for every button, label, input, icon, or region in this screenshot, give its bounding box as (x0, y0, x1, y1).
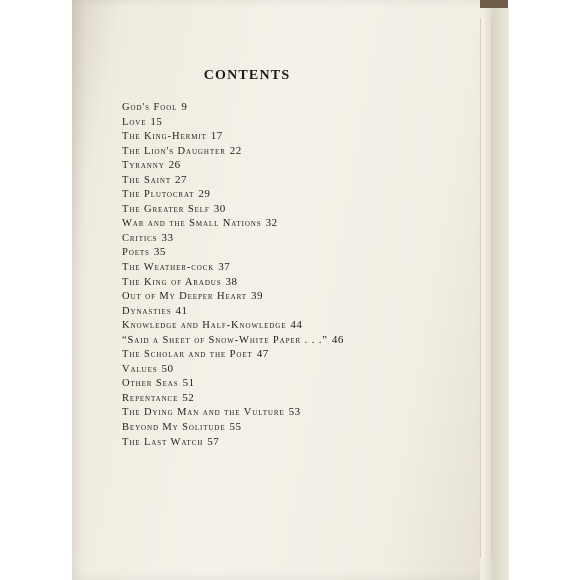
toc-entry-page: 30 (213, 202, 226, 215)
toc-entry-title: The Plutocrat (122, 189, 195, 201)
toc-entry-title: Out of My Deeper Heart (122, 291, 247, 303)
toc-entry (122, 202, 344, 217)
toc-entry (122, 144, 344, 159)
toc-entry (122, 391, 344, 406)
toc-entry-page: 32 (265, 217, 278, 230)
toc-entry-page: 33 (161, 231, 174, 244)
toc-entry (122, 362, 344, 377)
contents-heading: CONTENTS (203, 68, 291, 83)
toc-entry-title: Critics (122, 232, 158, 244)
toc-entry-page: 53 (288, 406, 301, 419)
toc-entry (122, 275, 344, 290)
toc-entry-title: Repentance (122, 392, 179, 404)
photo-border-right (508, 0, 580, 580)
toc-entry (122, 115, 344, 130)
toc-entry (122, 187, 344, 202)
toc-entry-title: Poets (122, 247, 150, 259)
toc-entry (122, 231, 344, 246)
toc-entry-page: 50 (161, 362, 174, 375)
toc-entry-page: 26 (168, 159, 181, 172)
toc-entry (122, 405, 344, 420)
toc-entry (122, 333, 344, 348)
toc-entry-page: 9 (181, 101, 188, 113)
toc-entry-page: 38 (225, 275, 238, 288)
toc-entry-title: The King-Hermit (122, 131, 207, 143)
toc-entry-title: Knowledge and Half-Knowledge (122, 320, 287, 332)
toc-entry-page: 17 (210, 130, 223, 143)
contents-list (122, 100, 344, 449)
photo-border-left (0, 0, 72, 580)
toc-entry (122, 420, 344, 435)
toc-entry-page: 46 (331, 333, 344, 346)
toc-entry-title: Other Seas (122, 378, 179, 390)
toc-entry (122, 260, 344, 275)
toc-entry (122, 289, 344, 304)
toc-entry-page: 41 (175, 304, 188, 317)
toc-entry (122, 216, 344, 231)
toc-entry-title: The Scholar and the Poet (122, 349, 253, 361)
toc-entry (122, 158, 344, 173)
toc-entry (122, 304, 344, 319)
toc-entry-page: 57 (207, 435, 220, 448)
toc-entry (122, 376, 344, 391)
toc-entry-title: The Saint (122, 174, 172, 186)
toc-entry-title: Values (122, 363, 158, 375)
toc-entry-page: 55 (229, 421, 242, 434)
toc-entry-page: 39 (250, 290, 263, 303)
toc-entry-title: The Last Watch (122, 436, 204, 448)
toc-entry-title: The King of Aradus (122, 276, 222, 288)
toc-entry (122, 318, 344, 333)
toc-entry (122, 129, 344, 144)
toc-entry-title: The Dying Man and the Vulture (122, 407, 285, 419)
toc-entry-title: “Said a Sheet of Snow-White Paper . . .” (122, 334, 328, 346)
toc-entry-title: The Greater Self (122, 203, 210, 215)
toc-entry-page: 37 (218, 261, 231, 274)
toc-entry-page: 35 (153, 246, 166, 259)
toc-entry-title: The Weather-cock (122, 262, 215, 274)
toc-entry-page: 52 (182, 391, 195, 404)
toc-entry-page: 47 (256, 348, 269, 361)
toc-entry-page: 15 (150, 115, 163, 128)
toc-entry-page: 22 (229, 144, 242, 157)
toc-entry-title: Dynasties (122, 305, 172, 317)
toc-entry (122, 173, 344, 188)
toc-entry-title: Love (122, 116, 147, 128)
toc-entry-title: The Lion's Daughter (122, 145, 226, 157)
toc-entry-page: 51 (182, 377, 195, 390)
toc-entry-page: 29 (198, 188, 211, 201)
toc-entry-page: 27 (175, 173, 188, 186)
toc-entry-title: Tyranny (122, 160, 165, 172)
toc-entry-title: War and the Small Nations (122, 218, 262, 230)
toc-entry-title: God's Fool (122, 102, 178, 113)
toc-entry-title: Beyond My Solitude (122, 422, 226, 434)
book-page (72, 0, 480, 580)
toc-entry (122, 347, 344, 362)
toc-entry-page: 44 (290, 319, 303, 332)
toc-entry (122, 245, 344, 260)
toc-entry (122, 100, 344, 115)
toc-entry (122, 435, 344, 450)
